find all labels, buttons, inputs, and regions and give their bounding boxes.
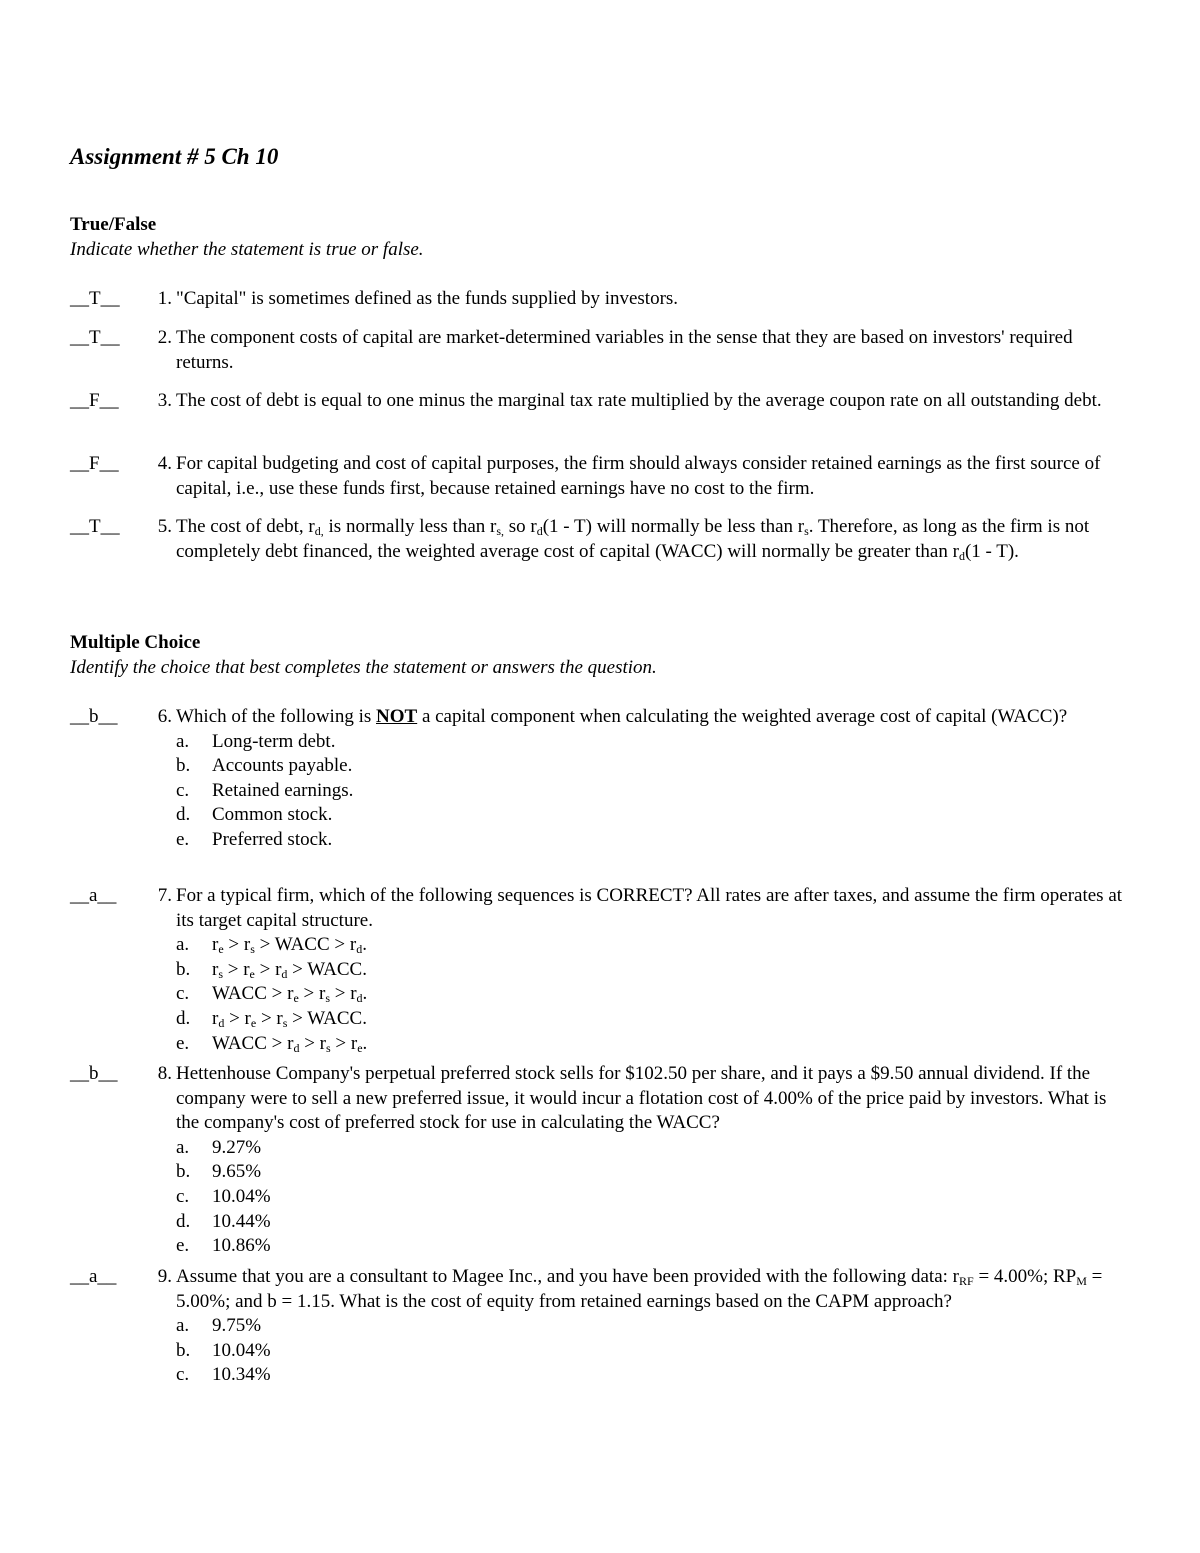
option-a: a. Long-term debt. (176, 730, 336, 752)
question-9 (70, 1265, 1130, 1388)
option-c: c. WACC > $r_e > r_s > r_d$. (176, 983, 368, 1006)
answer-blank: __b__ (70, 706, 118, 727)
option-e: e. Preferred stock. (176, 828, 333, 850)
option-c: c. Retained earnings. (176, 779, 354, 801)
question-6 (70, 705, 1130, 853)
question-4 (70, 452, 1130, 501)
true-false-header (70, 213, 424, 262)
question-text: The component costs of capital are market-determined variables in the sense that they are based on investors' required returns. (176, 327, 1073, 373)
question-number: 5. (157, 516, 172, 537)
question-text: For a typical firm, which of the following sequences is CORRECT? All rates are after taxes, and assume the firm operates at its target capital structure. (176, 885, 1123, 931)
page-title: Assignment # 5 Ch 10 (70, 144, 279, 169)
question-number: 3. (157, 390, 172, 411)
question-number: 2. (157, 327, 172, 348)
answer-blank: __T__ (70, 327, 120, 348)
question-number: 4. (157, 453, 172, 474)
question-text: The cost of debt is equal to one minus the marginal tax rate multiplied by the average coupon rate on all outstanding debt. (176, 390, 1102, 411)
option-e: e. WACC > $r_d > r_s > r_e$. (176, 1032, 368, 1055)
question-number: 7. (157, 885, 172, 906)
question-8 (70, 1062, 1130, 1259)
question-text: For capital budgeting and cost of capital purposes, the firm should always consider retained earnings as the first source of capital, i.e., use these funds first, because retained earnings have no cost to the firm. (176, 453, 1101, 499)
question-number: 1. (157, 288, 172, 309)
question-text: Assume that you are a consultant to Magee Inc., and you have been provided with the following data: $r_{RF} = 4.00\%$; $RP_M = 5.00\%$; and b = 1.15. What is the cost of equity from retained earnings based on the CAPM approach? (176, 1266, 1103, 1312)
question-text: Which of the following is NOT a capital component when calculating the weighted average cost of capital (WACC)? (176, 706, 1068, 727)
answer-blank: __a__ (70, 885, 117, 906)
answer-blank: __b__ (70, 1063, 118, 1084)
question-text: The cost of debt, $r_{d,}$ is normally less than $r_{s,}$ so $r_d(1 - T)$ will normally be less than $r_s$. Therefore, as long as the firm is not completely debt financed, the weighted average cost of capital (WACC) will normally be greater than $r_d(1 - T)$. (176, 516, 1090, 563)
question-text: Hettenhouse Company's perpetual preferred stock sells for $102.50 per share, and it pays a $9.50 annual dividend. If the company were to sell a new preferred issue, it would incur a flotation cost of 4.00% of the price paid by investors. What is the company's cost of preferred stock for use in calculating the WACC? (176, 1063, 1107, 1134)
question-5 (70, 515, 1130, 564)
option-e: e. 10.86% (176, 1235, 271, 1257)
section-instruction: Indicate whether the statement is true or false. (70, 238, 424, 260)
question-3 (70, 389, 1130, 414)
option-a: a. 9.27% (176, 1136, 262, 1158)
option-b: b. $r_s > r_e > r_d$ > WACC. (176, 958, 367, 981)
question-text: "Capital" is sometimes defined as the funds supplied by investors. (176, 288, 679, 309)
option-b: b. 10.04% (176, 1339, 271, 1361)
option-c: c. 10.34% (176, 1364, 271, 1386)
multiple-choice-header (70, 631, 657, 680)
option-d: d. $r_d > r_e > r_s$ > WACC. (176, 1007, 367, 1030)
section-instruction: Identify the choice that best completes the statement or answers the question. (70, 656, 657, 678)
question-7 (70, 884, 1130, 1056)
section-heading: Multiple Choice (70, 632, 201, 653)
answer-blank: __T__ (70, 516, 120, 537)
option-a: a. 9.75% (176, 1315, 262, 1337)
option-b: b. 9.65% (176, 1161, 262, 1183)
option-b: b. Accounts payable. (176, 755, 353, 777)
answer-blank: __F__ (70, 390, 119, 411)
question-number: 6. (157, 706, 172, 727)
answer-blank: __a__ (70, 1266, 117, 1287)
option-d: d. 10.44% (176, 1210, 271, 1232)
question-1 (70, 287, 1130, 312)
question-number: 8. (157, 1063, 172, 1084)
option-c: c. 10.04% (176, 1185, 271, 1207)
option-d: d. Common stock. (176, 804, 333, 826)
section-heading: True/False (70, 214, 157, 235)
answer-blank: __T__ (70, 288, 120, 309)
question-2 (70, 326, 1130, 375)
option-a: a. $r_e > r_s$ > WACC > $r_d$. (176, 934, 367, 957)
question-number: 9. (157, 1266, 172, 1287)
answer-blank: __F__ (70, 453, 119, 474)
